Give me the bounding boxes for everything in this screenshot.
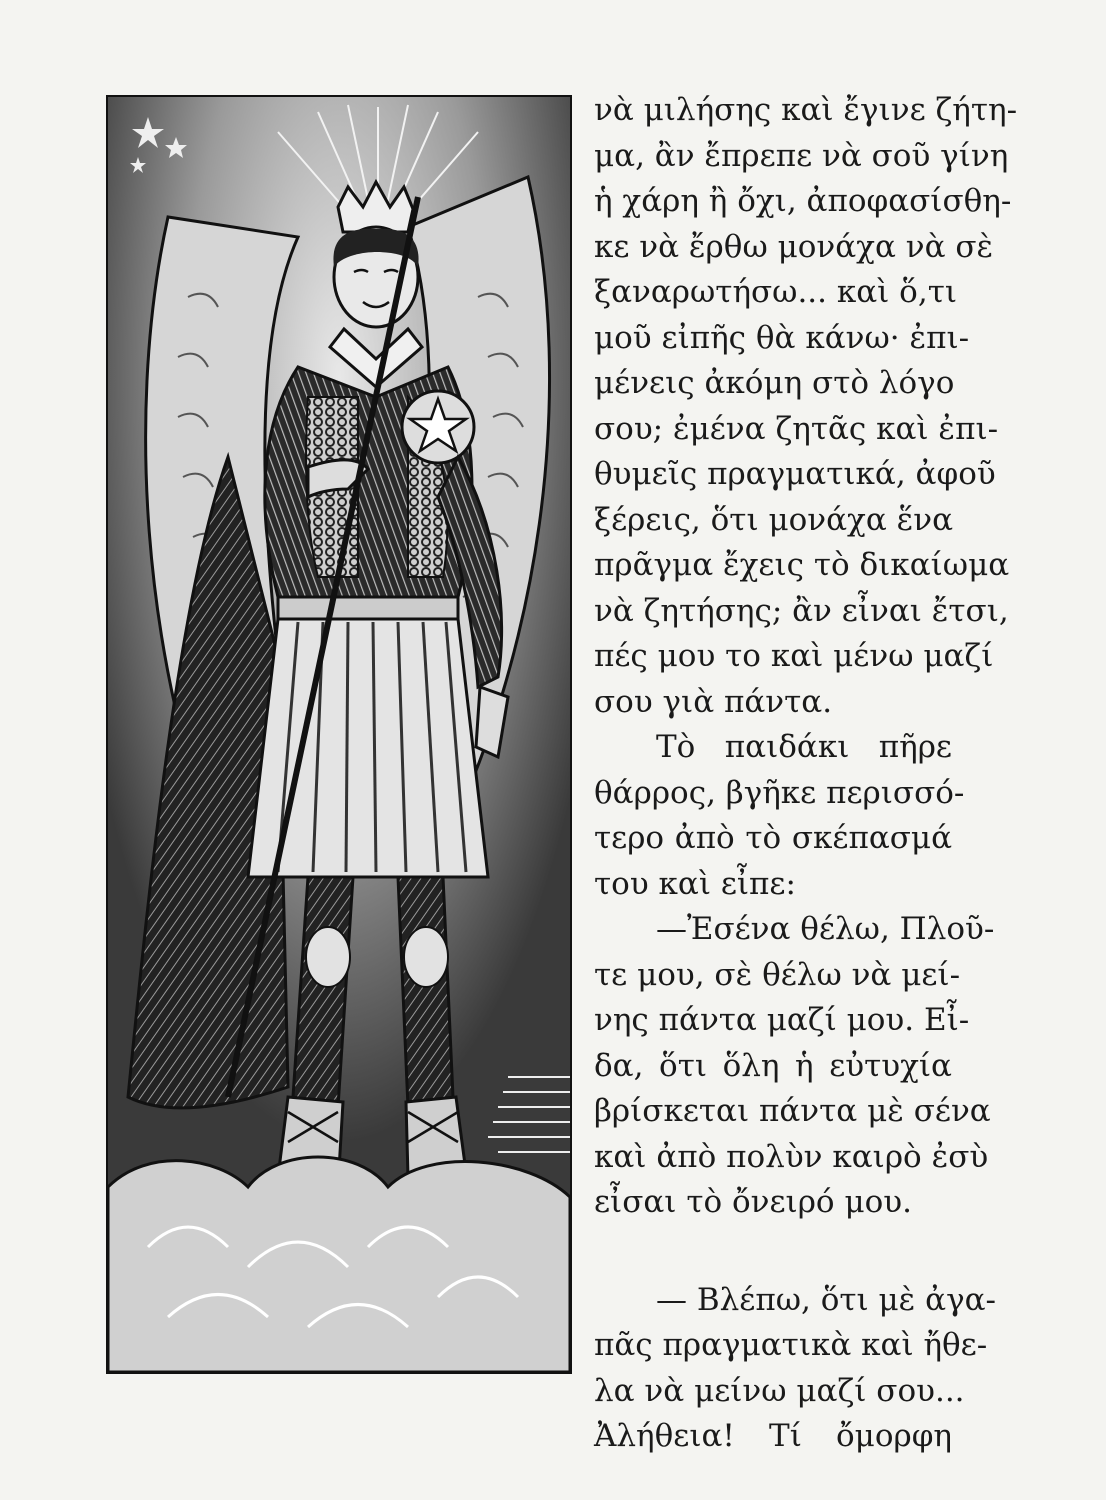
text-line: — Βλέπω, ὅτι μὲ ἀγα-: [656, 1281, 997, 1318]
text-line: ξέρεις, ὅτι μονάχα ἕνα: [594, 501, 954, 538]
text-line: νης πάντα μαζί μου. Εἶ-: [594, 1002, 970, 1038]
text-line: ἡ χάρη ἢ ὄχι, ἀποφασίσθη-: [594, 183, 1012, 219]
paragraph-4: [594, 1278, 997, 1460]
text-line: νὰ ζητήσης; ἂν εἶναι ἔτσι,: [594, 592, 1009, 629]
text-line: θάρρος, βγῆκε περισσό-: [594, 774, 965, 811]
angel-figure-icon: [108, 97, 570, 1372]
paragraph-1: [594, 88, 1018, 725]
text-line: πές μου το καὶ μένω μαζί: [594, 638, 994, 674]
text-line: δα, ὅτι ὅλη ἡ εὐτυχία: [594, 1047, 952, 1084]
woodcut-illustration: [106, 95, 572, 1374]
paragraph-2: [594, 725, 965, 907]
text-line: σου γιὰ πάντα.: [594, 683, 833, 720]
text-line: μα, ἂν ἔπρεπε νὰ σοῦ γίνη: [594, 137, 1009, 174]
text-line: εἶσαι τὸ ὄνειρό μου.: [594, 1184, 912, 1220]
text-line: ξαναρωτήσω... καὶ ὅ,τι: [594, 274, 958, 310]
text-line: πᾶς πραγματικὰ καὶ ἤθε-: [594, 1327, 988, 1363]
text-line: σου; ἐμένα ζητᾶς καὶ ἐπι-: [594, 410, 999, 447]
text-line: —Ἐσένα θέλω, Πλοῦ-: [656, 911, 995, 947]
text-column: [594, 88, 1018, 1460]
text-line: Ἀλήθεια! Τί ὄμορφη: [594, 1418, 952, 1454]
text-line: πρᾶγμα ἔχεις τὸ δικαίωμα: [594, 547, 1010, 583]
text-line: μένεις ἀκόμη στὸ λόγο: [594, 365, 955, 401]
paragraph-3: [594, 907, 995, 1226]
text-line: νὰ μιλήσης καὶ ἔγινε ζήτη-: [594, 92, 1018, 128]
text-line: Τὸ παιδάκι πῆρε: [656, 729, 952, 765]
text-line: μοῦ εἰπῆς θὰ κάνω· ἐπι-: [594, 319, 970, 356]
text-line: τερο ἀπὸ τὸ σκέπασμά: [594, 820, 952, 856]
text-line: κε νὰ ἔρθω μονάχα νὰ σὲ: [594, 228, 994, 265]
text-line: τε μου, σὲ θέλω νὰ μεί-: [594, 956, 961, 993]
text-line: του καὶ εἶπε:: [594, 865, 796, 902]
paragraph-gap: [594, 1226, 952, 1278]
text-line: λα νὰ μείνω μαζί σου...: [594, 1372, 965, 1409]
text-line: καὶ ἀπὸ πολὺν καιρὸ ἐσὺ: [594, 1138, 989, 1175]
text-line: θυμεῖς πραγματικά, ἀφοῦ: [594, 456, 996, 492]
text-line: βρίσκεται πάντα μὲ σένα: [594, 1093, 991, 1129]
